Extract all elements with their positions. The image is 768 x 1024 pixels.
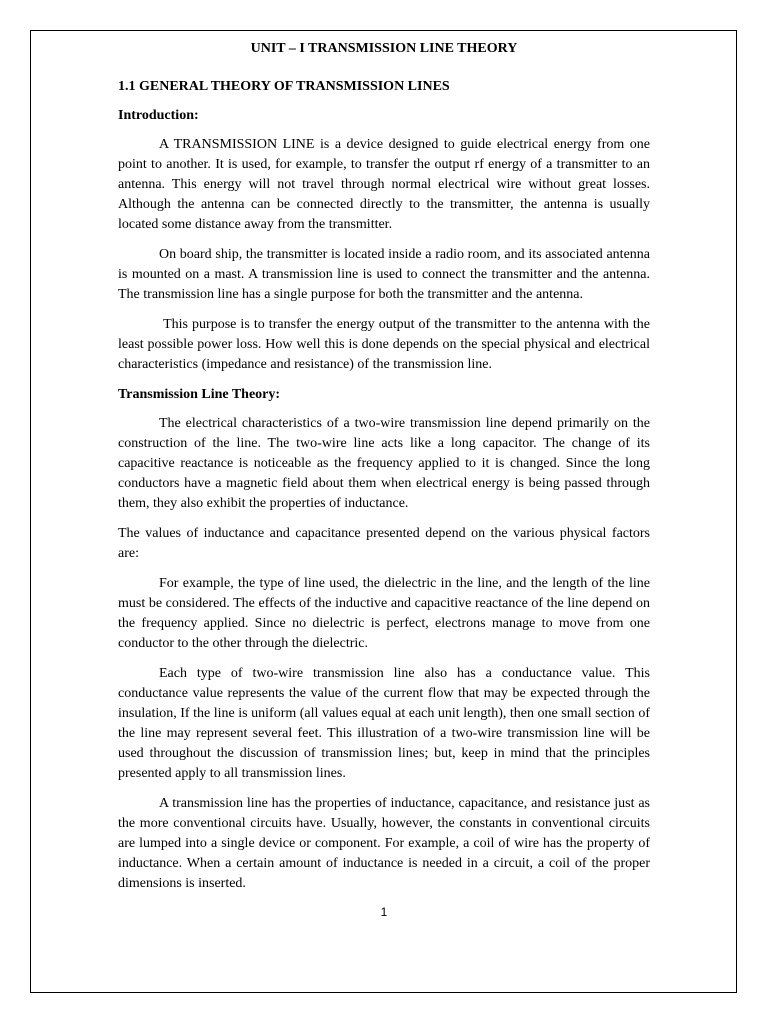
theory-paragraph-4: Each type of two-wire transmission line also has a conductance value. This conductance value represents the value of the current flow that may be expected through the insulation, If the line is uniform (all values equal at each unit length), then one small section of the line may represent several feet. This illustration of a two-wire transmission line will be used throughout the discussion of transmission lines; but, keep in mind that the principles presented apply to all transmission lines. bbox=[118, 666, 650, 781]
intro-paragraph-2: On board ship, the transmitter is located inside a radio room, and its associated antenna is mounted on a mast. A transmission line is used to connect the transmitter and the antenna. The transmission line has a single purpose for both the transmitter and the antenna. bbox=[118, 247, 650, 302]
page-number: 1 bbox=[380, 905, 388, 919]
theory-paragraph-2: The values of inductance and capacitance presented depend on the various physical factors are: bbox=[118, 526, 650, 561]
document-body bbox=[118, 38, 654, 904]
section-title: 1.1 GENERAL THEORY OF TRANSMISSION LINES bbox=[118, 79, 450, 94]
theory-paragraph-5: A transmission line has the properties of inductance, capacitance, and resistance just as the more conventional circuits have. Usually, however, the constants in conventional circuits are lumped into a single device or component. For example, a coil of wire has the property of inductance. When a certain amount of inductance is needed in a circuit, a coil of the proper dimensions is inserted. bbox=[118, 796, 650, 891]
unit-title: UNIT – I TRANSMISSION LINE THEORY bbox=[250, 41, 518, 56]
theory-paragraph-1: The electrical characteristics of a two-wire transmission line depend primarily on the construction of the line. The two-wire line acts like a long capacitor. The change of its capacitive reactance is noticeable as the frequency applied to it is changed. Since the long conductors have a magnetic field about them when electrical energy is being passed through them, they also exhibit the properties of inductance. bbox=[118, 416, 650, 511]
intro-paragraph-1: A TRANSMISSION LINE is a device designed to guide electrical energy from one point to another. It is used, for example, to transfer the output rf energy of a transmitter to an antenna. This energy will not travel through normal electrical wire without great losses. Although the antenna can be connected directly to the transmitter, the antenna is usually located some distance away from the transmitter. bbox=[118, 137, 650, 232]
theory-heading: Transmission Line Theory: bbox=[118, 387, 281, 402]
theory-paragraph-3: For example, the type of line used, the dielectric in the line, and the length of the line must be considered. The effects of the inductive and capacitive reactance of the line depend on the frequency applied. Since no dielectric is perfect, electrons manage to move from one conductor to the other through the dielectric. bbox=[118, 576, 650, 651]
introduction-heading: Introduction: bbox=[118, 108, 199, 123]
intro-paragraph-3: This purpose is to transfer the energy output of the transmitter to the antenna with the least possible power loss. How well this is done depends on the special physical and electrical characteristics (impedance and resistance) of the transmission line. bbox=[118, 317, 654, 372]
